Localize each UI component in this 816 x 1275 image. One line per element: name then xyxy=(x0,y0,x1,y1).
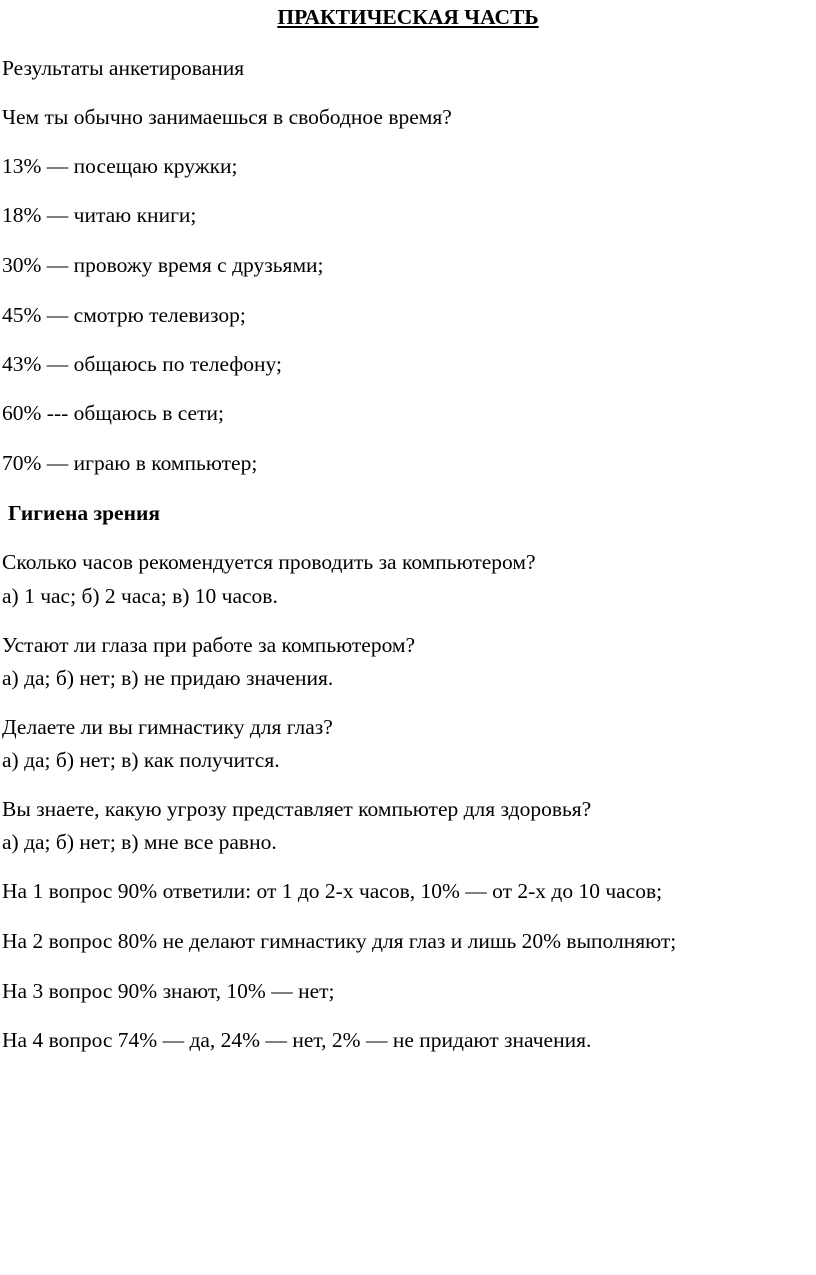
question-text: Делаете ли вы гимнастику для глаз? xyxy=(2,715,333,739)
section-heading: Гигиена зрения xyxy=(8,501,161,525)
question-free-time: Чем ты обычно занимаешься в свободное время? xyxy=(2,105,452,129)
question-options: а) да; б) нет; в) не придаю значения. xyxy=(2,666,334,690)
question-text: Устают ли глаза при работе за компьютером? xyxy=(2,633,416,657)
free-time-answer: 18% — читаю книги; xyxy=(2,203,197,227)
question-text: Вы знаете, какую угрозу представляет компьютер для здоровья? xyxy=(2,797,592,821)
survey-intro: Результаты анкетирования xyxy=(2,56,245,80)
free-time-answer: 13% — посещаю кружки; xyxy=(2,154,238,178)
question-options: а) да; б) нет; в) как получится. xyxy=(2,748,280,772)
question-options: а) да; б) нет; в) мне все равно. xyxy=(2,830,277,854)
result-line: На 3 вопрос 90% знают, 10% — нет; xyxy=(2,979,335,1003)
question-options: а) 1 час; б) 2 часа; в) 10 часов. xyxy=(2,584,278,608)
result-line: На 2 вопрос 80% не делают гимнастику для глаз и лишь 20% выполняют; xyxy=(2,929,677,953)
page-title: ПРАКТИЧЕСКАЯ ЧАСТЬ xyxy=(277,5,539,29)
free-time-answer: 30% — провожу время с друзьями; xyxy=(2,253,324,277)
free-time-answer: 43% — общаюсь по телефону; xyxy=(2,352,282,376)
result-line: На 4 вопрос 74% — да, 24% — нет, 2% — не придают значения. xyxy=(2,1028,592,1052)
result-line: На 1 вопрос 90% ответили: от 1 до 2-х часов, 10% — от 2-х до 10 часов; xyxy=(2,879,663,903)
free-time-answer: 70% — играю в компьютер; xyxy=(2,451,258,475)
question-text: Сколько часов рекомендуется проводить за компьютером? xyxy=(2,550,536,574)
free-time-answer: 60% --- общаюсь в сети; xyxy=(2,401,224,425)
free-time-answer: 45% — смотрю телевизор; xyxy=(2,303,246,327)
